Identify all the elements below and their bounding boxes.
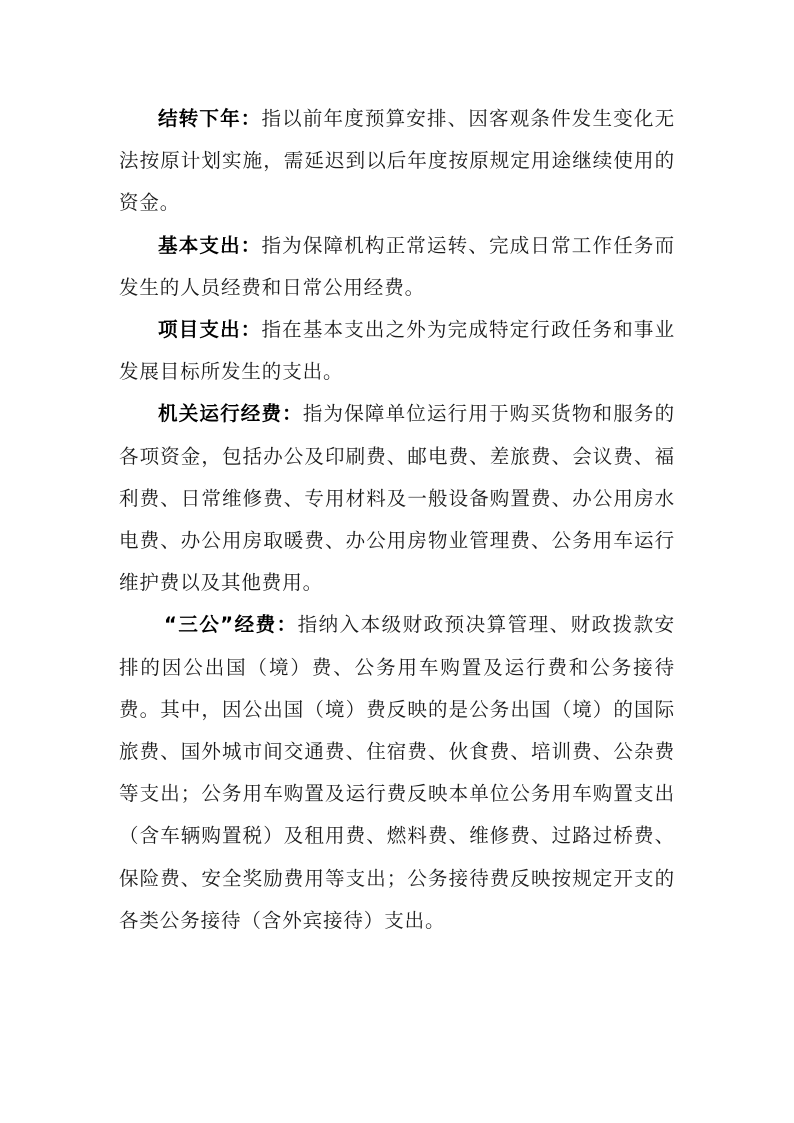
definition-paragraph-project-expenditure [119,309,675,393]
definition-operating-funds: 指为保障单位运行用于购买货物和服务的各项资金，包括办公及印刷费、邮电费、差旅费、会议费、福利费、日常维修费、专用材料及一般设备购置费、办公用房水电费、办公用房取暖费、办公用房物业管理费、公务用车运行维护费以及其他费用。 [119,402,675,595]
definition-paragraph-three-public [119,604,675,942]
term-three-public: “三公”经费： [164,613,298,637]
definition-paragraph-operating-funds [119,393,675,604]
definition-basic-expenditure: 指为保障机构正常运转、完成日常工作任务而发生的人员经费和日常公用经费。 [119,233,675,299]
definition-paragraph-basic-expenditure [119,225,675,309]
term-project-expenditure: 项目支出： [158,318,262,342]
definition-three-public: 指纳入本级财政预决算管理、财政拨款安排的因公出国（境）费、公务用车购置及运行费和公务接待费。其中，因公出国（境）费反映的是公务出国（境）的国际旅费、国外城市间交通费、住宿费、伙食费、培训费、公杂费等支出；公务用车购置及运行费反映本单位公务用车购置支出（含车辆购置税）及租用费、燃料费、维修费、过路过桥费、保险费、安全奖励费用等支出；公务接待费反映按规定开支的各类公务接待（含外宾接待）支出。 [119,613,675,932]
term-basic-expenditure: 基本支出： [158,233,262,257]
term-operating-funds: 机关运行经费： [158,402,303,426]
term-carryover: 结转下年： [158,107,262,130]
definition-project-expenditure: 指在基本支出之外为完成特定行政任务和事业发展目标所发生的支出。 [119,318,675,384]
definition-carryover: 指以前年度预算安排、因客观条件发生变化无法按原计划实施，需延迟到以后年度按原规定用途继续使用的资金。 [119,107,675,215]
definition-paragraph-carryover [119,98,675,225]
document-body [119,98,675,942]
